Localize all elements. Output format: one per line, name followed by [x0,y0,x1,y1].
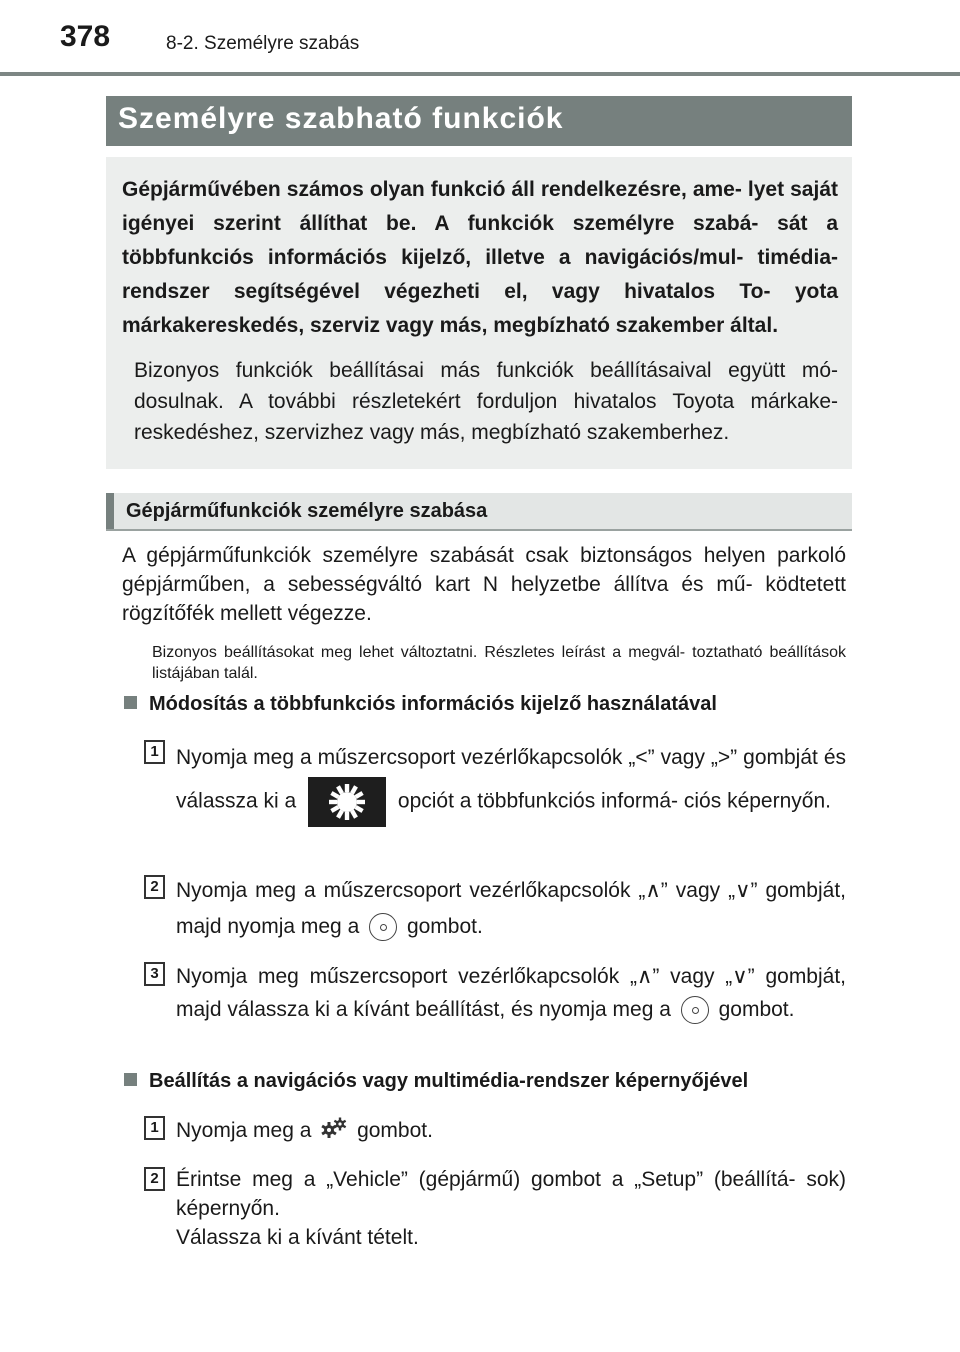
subsection-paragraph: A gépjárműfunkciók személyre szabását csak biztonságos helyen parkoló gépjárműben, a sebességváltó kart N helyzetbe állítva és mű- ködtetett rögzítőfék mellett végezze. [122,544,846,625]
header-rule [0,72,960,76]
method1-step3-part2: gombot. [718,998,795,1021]
method2-step2-line2: Válassza ki a kívánt tételt. [176,1226,419,1249]
method1-heading-text: Módosítás a többfunkciós információs kijelző használatával [149,693,717,715]
method1-step1-part2: opciót a többfunkciós informá- ciós képernyőn. [397,789,831,813]
method2-step2-text [176,1165,846,1252]
page-number: 378 [60,20,111,53]
method1-step2-part2: gombot. [406,915,483,938]
method1-step1-text [176,738,846,827]
method2-step1-part2: gombot. [357,1119,433,1142]
method1-step3-part1: Nyomja meg műszercsoport vezérlőkapcsolók „∧” vagy „∨” gombját, majd válassza ki a kívánt beállítást, és nyomja meg a [176,965,846,1021]
intro-note: Bizonyos funkciók beállításai más funkciók beállításaival együtt mó- dosulnak. A további részletekért forduljon hivatalos Toyota márkake- reskedéshez, szervizhez vagy más, megbízható szakemberhez. [134,359,838,444]
method1-heading [124,693,717,716]
subsection-note: Bizonyos beállításokat meg lehet változtatni. Részletes leírást a megvál- toztatható beállítások listájában talál. [152,644,846,682]
method1-step2-part1: Nyomja meg a műszercsoport vezérlőkapcsolók „∧” vagy „∨” gombját, majd nyomja meg a [176,879,846,938]
method1-step3-text [176,960,846,1026]
step-number: 2 [144,1167,165,1191]
square-bullet-icon [124,1073,137,1086]
step-number: 3 [144,962,165,986]
intro-text: Gépjárművében számos olyan funkció áll rendelkezésre, ame- lyet saját igényei szerint állíthat be. A funkciók személyre szabá- sát a többfunkciós információs kijelző, illetve a navigációs/mul- timédia-rendszer segítségével végezheti el, vagy hivatalos To- yota márkakereskedés, szerviz vagy más, megbízható szakember által. [122,178,838,337]
method2-step1-text [176,1114,846,1150]
intro-box [106,157,852,469]
page-title: Személyre szabható funkciók [106,96,852,146]
ok-button-icon [369,913,397,941]
method2-heading [124,1070,748,1093]
method1-step2-text [176,873,846,945]
sun-gear-icon [308,777,386,827]
step-number: 1 [144,740,165,764]
method2-step2-line1: Érintse meg a „Vehicle” (gépjármű) gombot a „Setup” (beállítá- sok) képernyőn. [176,1168,846,1220]
method2-step1-part1: Nyomja meg a [176,1119,312,1142]
step-number: 2 [144,875,165,899]
gear-icon [319,1116,349,1150]
section-reference: 8-2. Személyre szabás [166,33,360,54]
method1-step1-part1: Nyomja meg a műszercsoport vezérlőkapcsolók „<” vagy „>” gombját és válassza ki a [176,746,846,813]
ok-button-icon [681,996,709,1024]
subsection-heading: Gépjárműfunkciók személyre szabása [106,493,852,529]
method2-heading-text: Beállítás a navigációs vagy multimédia-rendszer képernyőjével [149,1070,749,1092]
square-bullet-icon [124,696,137,709]
step-number: 1 [144,1116,165,1140]
